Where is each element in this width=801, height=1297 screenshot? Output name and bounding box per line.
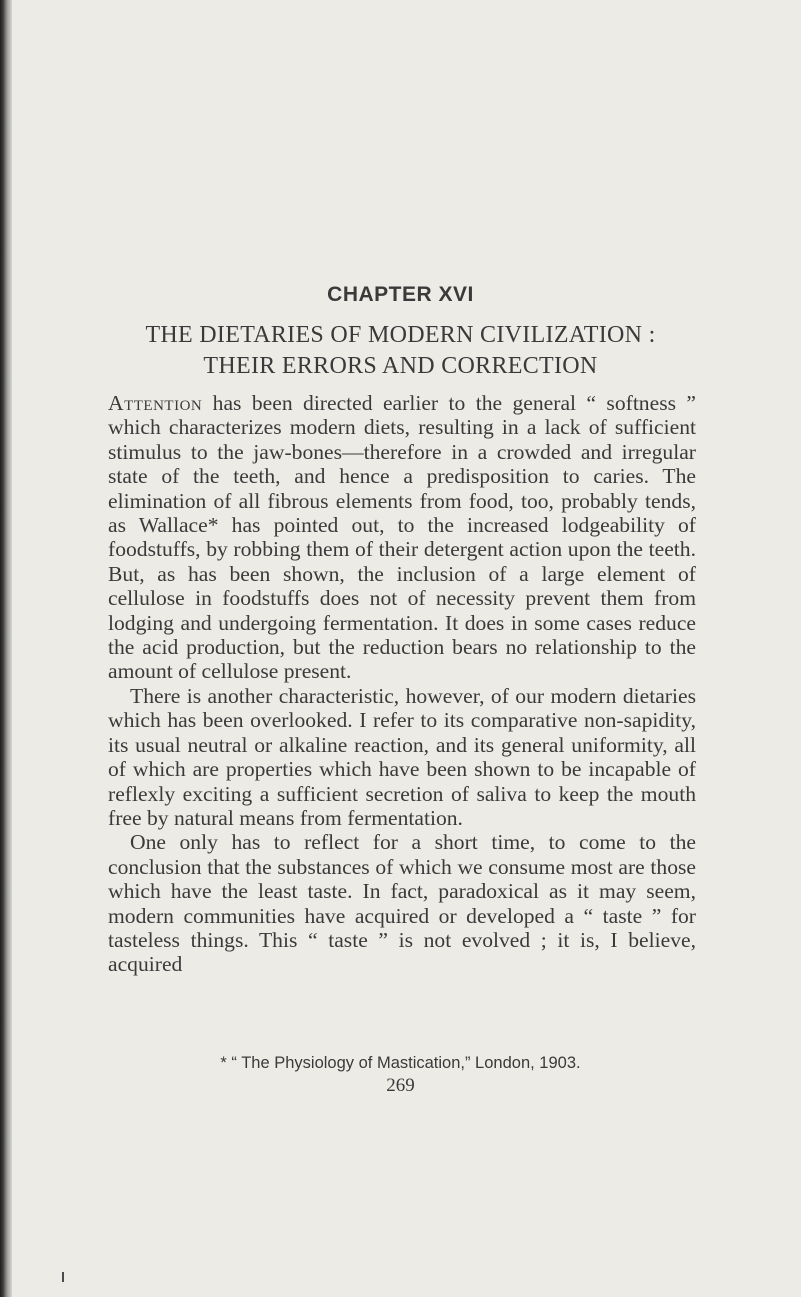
chapter-title	[0, 320, 801, 382]
chapter-label: CHAPTER XVI	[327, 283, 474, 306]
chapter-title-line-1: THE DIETARIES OF MODERN CIVILIZATION :	[145, 322, 656, 348]
body-text	[108, 391, 696, 977]
paragraph-1	[108, 391, 696, 684]
paragraph-1-lead-word: Attention	[108, 391, 203, 415]
paragraph-1-text: has been directed earlier to the general “ softness ” which characterizes modern diets, resulting in a lack of sufficient stimulus to the jaw-bones—therefore in a crowded and irregular state of the teeth, and hence a predisposition to caries. The elimination of all fibrous elements from food, too, probably tends, as Wallace* has pointed out, to the increased lodgeability of foodstuffs, by robbing them of their detergent action upon the teeth. But, as has been shown, the inclusion of a large element of cellulose in foodstuffs does not of necessity prevent them from lodging and undergoing fermentation. It does in some cases reduce the acid production, but the reduction bears no relationship to the amount of cellulose present.	[108, 391, 696, 684]
page-number: 269	[386, 1075, 415, 1096]
page-binding-edge	[0, 0, 12, 1297]
paragraph-3: One only has to reflect for a short time, to come to the conclusion that the substances of which we consume most are those which have the least taste. In fact, paradoxical as it may seem, modern communities have acquired or developed a “ taste ” for tasteless things. This “ taste ” is not evolved ; it is, I believe, acquired	[108, 830, 696, 977]
paragraph-2: There is another characteristic, however, of our modern dietaries which has been overlooked. I refer to its comparative non-sapidity, its usual neutral or alkaline reaction, and its general uniformity, all of which are properties which have been shown to be incapable of reflexly exciting a sufficient secretion of saliva to keep the mouth free by natural means from fermentation.	[108, 683, 696, 830]
footnote: * “ The Physiology of Mastication,” London, 1903.	[220, 1054, 581, 1072]
chapter-title-line-2: THEIR ERRORS AND CORRECTION	[203, 353, 598, 379]
page-edge-mark	[62, 1272, 64, 1282]
